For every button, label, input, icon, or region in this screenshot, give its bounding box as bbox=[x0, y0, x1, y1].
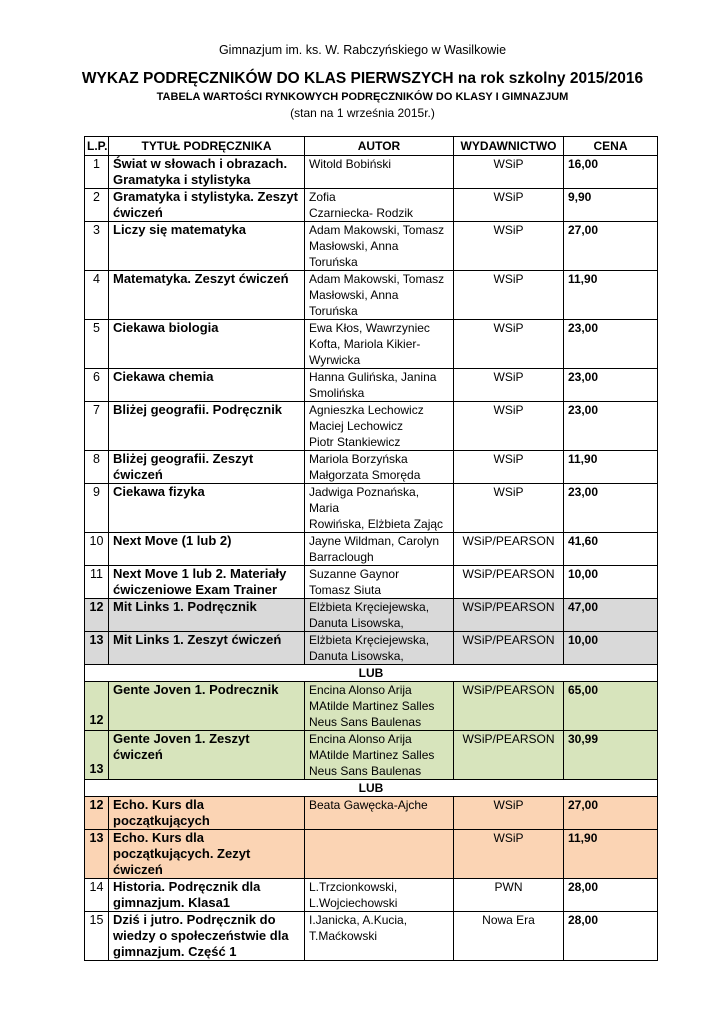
table-row bbox=[85, 912, 658, 961]
book-author-line: Beata Gawęcka-Ajche bbox=[309, 798, 428, 812]
book-author-line: Suzanne Gaynor bbox=[309, 567, 400, 581]
book-price: 27,00 bbox=[564, 797, 658, 830]
book-title bbox=[109, 830, 305, 879]
book-author-line: Barraclough bbox=[309, 550, 374, 564]
book-author-line: Masłowski, Anna bbox=[309, 288, 399, 302]
row-number: 11 bbox=[85, 566, 109, 599]
table-row bbox=[85, 830, 658, 879]
row-number: 14 bbox=[85, 879, 109, 912]
book-author bbox=[305, 879, 454, 912]
book-author-line: Małgorzata Smoręda bbox=[309, 468, 421, 482]
book-price: 11,90 bbox=[564, 830, 658, 879]
book-title bbox=[109, 156, 305, 189]
book-author bbox=[305, 632, 454, 665]
book-publisher: WSiP bbox=[454, 451, 564, 484]
row-number: 13 bbox=[85, 731, 109, 780]
book-title bbox=[109, 271, 305, 320]
book-author-line: Adam Makowski, Tomasz bbox=[309, 272, 445, 286]
book-publisher: WSiP bbox=[454, 402, 564, 451]
row-number: 7 bbox=[85, 402, 109, 451]
row-number: 12 bbox=[85, 797, 109, 830]
school-name: Gimnazjum im. ks. W. Rabczyńskiego w Wasilkowie bbox=[218, 43, 507, 57]
book-publisher: WSiP/PEARSON bbox=[454, 731, 564, 780]
book-publisher: WSiP bbox=[454, 189, 564, 222]
book-title-line: gimnazjum. Część 1 bbox=[113, 944, 237, 959]
book-price: 23,00 bbox=[564, 369, 658, 402]
book-title bbox=[109, 879, 305, 912]
book-price: 41,60 bbox=[564, 533, 658, 566]
book-title bbox=[109, 369, 305, 402]
book-author bbox=[305, 533, 454, 566]
book-title bbox=[109, 222, 305, 271]
book-author-line: MAtilde Martinez Salles bbox=[309, 748, 435, 762]
book-author-line: Neus Sans Baulenas bbox=[309, 715, 422, 729]
book-title-line: Matematyka. Zeszyt ćwiczeń bbox=[113, 271, 289, 286]
book-publisher: WSiP bbox=[454, 222, 564, 271]
book-publisher: WSiP bbox=[454, 797, 564, 830]
book-publisher: WSiP bbox=[454, 369, 564, 402]
table-row bbox=[85, 369, 658, 402]
book-author-line: Masłowski, Anna bbox=[309, 239, 399, 253]
book-title-line: Ciekawa biologia bbox=[113, 320, 219, 335]
book-title bbox=[109, 402, 305, 451]
book-author-line: Maciej Lechowicz bbox=[309, 419, 404, 433]
row-number: 13 bbox=[85, 632, 109, 665]
book-title-line: Gramatyka i stylistyka bbox=[113, 172, 251, 187]
book-title-line: ćwiczeniowe Exam Trainer bbox=[113, 582, 278, 597]
book-title-line: Historia. Podręcznik dla bbox=[113, 879, 261, 894]
book-author-line: Piotr Stankiewicz bbox=[309, 435, 401, 449]
book-title-line: początkujących bbox=[113, 813, 210, 828]
book-author bbox=[305, 320, 454, 369]
column-header-publisher: WYDAWNICTWO bbox=[454, 137, 564, 156]
book-author-line: Encina Alonso Arija bbox=[309, 732, 412, 746]
book-author-line: Smolińska bbox=[309, 386, 365, 400]
book-publisher: Nowa Era bbox=[454, 912, 564, 961]
row-number: 6 bbox=[85, 369, 109, 402]
book-price: 30,99 bbox=[564, 731, 658, 780]
book-title-line: Gramatyka i stylistyka. Zeszyt bbox=[113, 189, 298, 204]
book-title bbox=[109, 632, 305, 665]
book-author-line: Rowińska, Elżbieta Zając bbox=[309, 517, 444, 531]
book-publisher: WSiP/PEARSON bbox=[454, 599, 564, 632]
book-author-line: T.Maćkowski bbox=[309, 929, 378, 943]
book-author-line: Elżbieta Kręciejewska, bbox=[309, 600, 430, 614]
column-header-author: AUTOR bbox=[305, 137, 454, 156]
table-row bbox=[85, 632, 658, 665]
book-title-line: Ciekawa chemia bbox=[113, 369, 214, 384]
book-author-line: Hanna Gulińska, Janina bbox=[309, 370, 437, 384]
separator-row bbox=[85, 780, 658, 797]
book-price: 16,00 bbox=[564, 156, 658, 189]
book-price: 10,00 bbox=[564, 566, 658, 599]
book-title-line: Bliżej geografii. Podręcznik bbox=[113, 402, 283, 417]
document-subtitle: TABELA WARTOŚCI RYNKOWYCH PODRĘCZNIKÓW DO KLASY I GIMNAZJUM bbox=[156, 91, 569, 103]
lub-separator: LUB bbox=[85, 780, 658, 797]
book-title-line: początkujących. Zezyt bbox=[113, 846, 251, 861]
table-header-row bbox=[85, 137, 658, 156]
book-price: 28,00 bbox=[564, 912, 658, 961]
row-number: 5 bbox=[85, 320, 109, 369]
book-publisher: WSiP bbox=[454, 484, 564, 533]
table-row bbox=[85, 156, 658, 189]
book-title-line: Dziś i jutro. Podręcznik do bbox=[113, 912, 276, 927]
lub-separator: LUB bbox=[85, 665, 658, 682]
book-price: 23,00 bbox=[564, 320, 658, 369]
book-title-line: Świat w słowach i obrazach. bbox=[113, 156, 288, 171]
book-price: 47,00 bbox=[564, 599, 658, 632]
book-publisher: WSiP bbox=[454, 271, 564, 320]
status-date: (stan na 1 września 2015r.) bbox=[290, 106, 435, 120]
book-author bbox=[305, 599, 454, 632]
book-title-line: Gente Joven 1. Podrecznik bbox=[113, 682, 279, 697]
book-author-line: Neus Sans Baulenas bbox=[309, 764, 422, 778]
book-author bbox=[305, 369, 454, 402]
table-row bbox=[85, 271, 658, 320]
row-number: 4 bbox=[85, 271, 109, 320]
book-author bbox=[305, 222, 454, 271]
book-author-line: Toruńska bbox=[309, 304, 358, 318]
book-author-line: L.Trzcionkowski, bbox=[309, 880, 398, 894]
book-author bbox=[305, 156, 454, 189]
book-price: 27,00 bbox=[564, 222, 658, 271]
book-title bbox=[109, 320, 305, 369]
book-author bbox=[305, 484, 454, 533]
book-publisher: WSiP/PEARSON bbox=[454, 566, 564, 599]
book-author bbox=[305, 682, 454, 731]
book-price: 10,00 bbox=[564, 632, 658, 665]
book-author bbox=[305, 731, 454, 780]
book-title-line: ćwiczeń bbox=[113, 467, 163, 482]
book-author-line: Agnieszka Lechowicz bbox=[309, 403, 424, 417]
book-price: 23,00 bbox=[564, 484, 658, 533]
row-number: 10 bbox=[85, 533, 109, 566]
book-title bbox=[109, 484, 305, 533]
row-number: 9 bbox=[85, 484, 109, 533]
book-author-line: Jadwiga Poznańska, Maria bbox=[309, 485, 420, 515]
book-title bbox=[109, 533, 305, 566]
row-number: 8 bbox=[85, 451, 109, 484]
book-publisher: WSiP/PEARSON bbox=[454, 533, 564, 566]
book-title bbox=[109, 682, 305, 731]
book-author-line: Adam Makowski, Tomasz bbox=[309, 223, 445, 237]
document-title: WYKAZ PODRĘCZNIKÓW DO KLAS PIERWSZYCH na rok szkolny 2015/2016 bbox=[81, 70, 644, 87]
book-title-line: ćwiczeń bbox=[113, 747, 163, 762]
column-header-lp: L.P. bbox=[85, 137, 109, 156]
book-title-line: Mit Links 1. Zeszyt ćwiczeń bbox=[113, 632, 282, 647]
book-title-line: Mit Links 1. Podręcznik bbox=[113, 599, 257, 614]
book-title-line: Next Move (1 lub 2) bbox=[113, 533, 232, 548]
book-author-line: Jayne Wildman, Carolyn bbox=[309, 534, 440, 548]
book-author-line: Elżbieta Kręciejewska, bbox=[309, 633, 430, 647]
book-title-line: Echo. Kurs dla bbox=[113, 830, 205, 845]
book-title bbox=[109, 566, 305, 599]
book-author-line: Czarniecka- Rodzik bbox=[309, 206, 414, 220]
book-author bbox=[305, 271, 454, 320]
book-title-line: gimnazjum. Klasa1 bbox=[113, 895, 231, 910]
book-author-line: Toruńska bbox=[309, 255, 358, 269]
book-author bbox=[305, 797, 454, 830]
table-body bbox=[85, 156, 658, 961]
table-row bbox=[85, 599, 658, 632]
book-title bbox=[109, 451, 305, 484]
book-author-line: Witold Bobiński bbox=[309, 157, 392, 171]
column-header-price: CENA bbox=[564, 137, 658, 156]
book-author bbox=[305, 912, 454, 961]
book-publisher: PWN bbox=[454, 879, 564, 912]
table-row bbox=[85, 682, 658, 731]
book-title-line: ćwiczeń bbox=[113, 862, 163, 877]
table-row bbox=[85, 731, 658, 780]
column-header-title: TYTUŁ PODRĘCZNIKA bbox=[109, 137, 305, 156]
table-row bbox=[85, 402, 658, 451]
book-author bbox=[305, 830, 454, 879]
book-title bbox=[109, 599, 305, 632]
book-title bbox=[109, 731, 305, 780]
book-publisher: WSiP/PEARSON bbox=[454, 632, 564, 665]
table-row bbox=[85, 484, 658, 533]
book-publisher: WSiP/PEARSON bbox=[454, 682, 564, 731]
book-title-line: Bliżej geografii. Zeszyt bbox=[113, 451, 254, 466]
table-row bbox=[85, 566, 658, 599]
row-number: 12 bbox=[85, 682, 109, 731]
table-row bbox=[85, 797, 658, 830]
book-price: 9,90 bbox=[564, 189, 658, 222]
table-row bbox=[85, 320, 658, 369]
table-row bbox=[85, 189, 658, 222]
row-number: 2 bbox=[85, 189, 109, 222]
table-row bbox=[85, 451, 658, 484]
row-number: 13 bbox=[85, 830, 109, 879]
book-title-line: ćwiczeń bbox=[113, 205, 163, 220]
book-title-line: wiedzy o społeczeństwie dla bbox=[113, 928, 289, 943]
book-author-line: Danuta Lisowska, bbox=[309, 616, 404, 630]
book-price: 28,00 bbox=[564, 879, 658, 912]
row-number: 15 bbox=[85, 912, 109, 961]
book-price: 11,90 bbox=[564, 271, 658, 320]
book-title-line: Echo. Kurs dla bbox=[113, 797, 205, 812]
book-title-line: Gente Joven 1. Zeszyt bbox=[113, 731, 250, 746]
book-publisher: WSiP bbox=[454, 830, 564, 879]
book-publisher: WSiP bbox=[454, 320, 564, 369]
book-author-line: Zofia bbox=[309, 190, 336, 204]
separator-row bbox=[85, 665, 658, 682]
book-title bbox=[109, 912, 305, 961]
book-author-line: I.Janicka, A.Kucia, bbox=[309, 913, 408, 927]
row-number: 12 bbox=[85, 599, 109, 632]
table-row bbox=[85, 222, 658, 271]
book-price: 11,90 bbox=[564, 451, 658, 484]
book-author bbox=[305, 451, 454, 484]
table-row bbox=[85, 879, 658, 912]
book-author-line: MAtilde Martinez Salles bbox=[309, 699, 435, 713]
book-title-line: Liczy się matematyka bbox=[113, 222, 246, 237]
book-title-line: Ciekawa fizyka bbox=[113, 484, 205, 499]
book-author bbox=[305, 189, 454, 222]
book-author bbox=[305, 402, 454, 451]
book-author-line: Tomasz Siuta bbox=[309, 583, 382, 597]
book-price: 65,00 bbox=[564, 682, 658, 731]
textbook-table bbox=[84, 136, 658, 961]
book-author bbox=[305, 566, 454, 599]
book-author-line: L.Wojciechowski bbox=[309, 896, 398, 910]
book-price: 23,00 bbox=[564, 402, 658, 451]
book-title-line: Next Move 1 lub 2. Materiały bbox=[113, 566, 287, 581]
book-title bbox=[109, 189, 305, 222]
book-author-line: Danuta Lisowska, bbox=[309, 649, 404, 663]
book-publisher: WSiP bbox=[454, 156, 564, 189]
book-author-line: Kofta, Mariola Kikier- bbox=[309, 337, 421, 351]
book-author-line: Mariola Borzyńska bbox=[309, 452, 408, 466]
table-row bbox=[85, 533, 658, 566]
row-number: 1 bbox=[85, 156, 109, 189]
row-number: 3 bbox=[85, 222, 109, 271]
book-author-line: Encina Alonso Arija bbox=[309, 683, 412, 697]
book-title bbox=[109, 797, 305, 830]
book-author-line: Ewa Kłos, Wawrzyniec bbox=[309, 321, 430, 335]
book-author-line: Wyrwicka bbox=[309, 353, 361, 367]
